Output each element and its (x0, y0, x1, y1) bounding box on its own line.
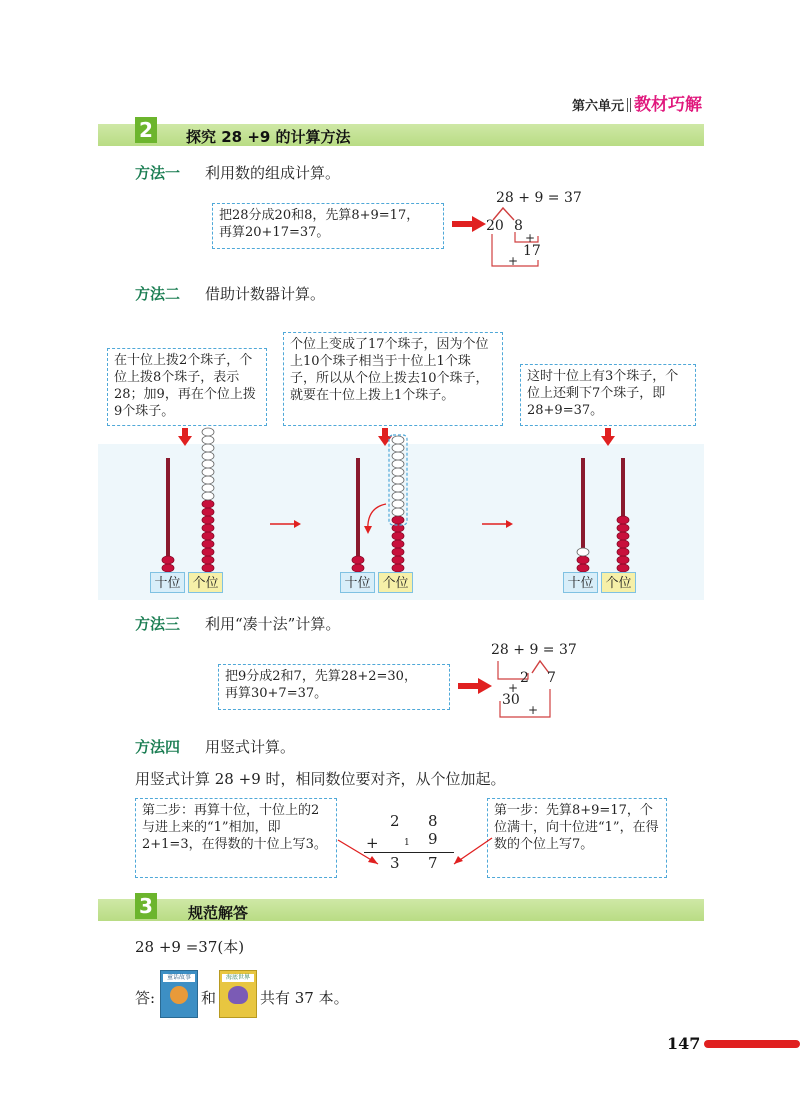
abacus3-ones-bead (617, 540, 629, 548)
abacus2-ones-label: 个位 (378, 572, 413, 593)
abacus1-ones-bead-added (202, 476, 214, 484)
abacus2-tens-label: 十位 (340, 572, 375, 593)
abacus1-tens-label: 十位 (150, 572, 185, 593)
method4-rule: 用竖式计算 28 +9 时，相同数位要对齐，从个位加起。 (135, 770, 506, 788)
method3-arrow-icon (458, 678, 492, 694)
method3-note-line1: 把9分成2和7，先算28+2=30， (225, 669, 417, 684)
abacus2-ones-bead (392, 564, 404, 572)
abacus3-pointer-stem (605, 428, 611, 436)
abacus1-pointer-icon (178, 436, 192, 446)
abacus3-ones-bead (617, 564, 629, 572)
vcalc-bottom-ones: 9 (428, 830, 438, 848)
abacus3-tens-bead (577, 548, 589, 556)
method2-note3: 这时十位上有3个珠子，个位上还剩下7个珠子，即28+9=37。 (520, 364, 696, 426)
method1-partial: 17 (523, 243, 541, 259)
abacus1-ones-bead-added (202, 436, 214, 444)
vcalc-plus: + (366, 834, 379, 852)
abacus3-ones-bead (617, 532, 629, 540)
page-header (572, 90, 702, 115)
abacus1-ones-bead-added (202, 428, 214, 436)
page-number: 147 (667, 1034, 701, 1053)
abacus1-ones-bead-added (202, 460, 214, 468)
unit-label: 第六单元 (571, 99, 624, 114)
abacus2-pointer-icon (378, 436, 392, 446)
book1-illustration (170, 986, 188, 1004)
abacus2-ones-bead-removed (392, 460, 404, 468)
vcalc-res-ones: 7 (428, 854, 438, 872)
abacus2-ones-bead-removed (392, 452, 404, 460)
abacus-step-arrow-head (294, 520, 301, 528)
method2-label: 方法二 (135, 285, 181, 303)
method1-equation: 28 + 9 = 37 (496, 190, 582, 206)
vcalc-carry: 1 (404, 838, 410, 848)
abacus2-ones-bead (392, 532, 404, 540)
method3-split-b: 7 (547, 670, 556, 686)
method4-label: 方法四 (135, 738, 181, 756)
method1-text: 利用数的组成计算。 (205, 164, 341, 182)
answer-suffix: 共有 37 本。 (260, 989, 349, 1007)
abacus2-ones-bead-removed (392, 444, 404, 452)
abacus1-tens-bead (162, 564, 174, 572)
method4-step2-note: 第二步：再算十位，十位上的2与进上来的“1”相加，即2+1=3，在得数的十位上写3。 (135, 798, 337, 878)
abacus2-ones-bead-removed (392, 492, 404, 500)
abacus2-ones-bead-removed (392, 500, 404, 508)
method2-note2: 个位上变成了17个珠子，因为个位上10个珠子相当于十位上1个珠子，所以从个位上拨去10个珠子，就要在十位上拨上1个珠子。 (283, 332, 503, 426)
page-number-bar (704, 1040, 800, 1048)
method1-label: 方法一 (135, 164, 181, 182)
method1-note (212, 203, 444, 249)
answer-prefix: 答: (135, 989, 156, 1007)
abacus2-tens-bead (352, 556, 364, 564)
book1-title: 童话故事 (163, 974, 195, 982)
section2-title: 探究 28 +9 的计算方法 (186, 128, 351, 146)
abacus1-tens-bead (162, 556, 174, 564)
book1-cover (160, 970, 198, 1018)
method3-split-a: 2 (520, 670, 529, 686)
abacus2-ones-bead-removed (392, 484, 404, 492)
section3-number: 3 (135, 893, 157, 919)
answer-and: 和 (201, 989, 217, 1007)
abacus3-ones-bead (617, 516, 629, 524)
abacus2-ones-bead (392, 516, 404, 524)
method1-split-tens: 20 (486, 218, 504, 234)
method1-plus-a: + (525, 231, 536, 245)
section2-number: 2 (135, 117, 157, 143)
abacus2-ones-bead-removed (392, 436, 404, 444)
book2-illustration (228, 986, 248, 1004)
vertical-calc-pointers (330, 820, 500, 870)
abacus2-ones-bead-removed (392, 468, 404, 476)
book-title: 教材巧解 (634, 95, 702, 115)
book2-cover (219, 970, 257, 1018)
vcalc-top-tens: 2 (390, 812, 400, 830)
abacus3-ones-label: 个位 (601, 572, 636, 593)
method1-note-line1: 把28分成20和8，先算8+9=17， (219, 208, 420, 223)
abacus2-ones-bead (392, 548, 404, 556)
section3-title: 规范解答 (188, 904, 249, 922)
abacus1-ones-bead (202, 508, 214, 516)
method2-note1: 在十位上拨2个珠子，个位上拨8个珠子，表示28；加9，再在个位上拨9个珠子。 (107, 348, 267, 426)
book2-title: 海底世界 (222, 974, 254, 982)
abacus3-tens-bead (577, 556, 589, 564)
abacus2-ones-bead-removed (392, 508, 404, 516)
method1-note-line2: 再算20+17=37。 (219, 225, 330, 240)
abacus2-ones-bead (392, 556, 404, 564)
method4-text: 用竖式计算。 (205, 738, 296, 756)
abacus1-ones-bead-added (202, 444, 214, 452)
vcalc-top-ones: 8 (428, 812, 438, 830)
abacus1-ones-bead-added (202, 452, 214, 460)
abacus1-ones-bead (202, 516, 214, 524)
abacus2-ones-bead-removed (392, 476, 404, 484)
abacus1-pointer-stem (182, 428, 188, 436)
abacus3-ones-bead (617, 548, 629, 556)
method4-step1-note: 第一步：先算8+9=17，个位满十，向十位进“1”，在得数的个位上写7。 (487, 798, 667, 878)
method3-plus-b: + (528, 703, 539, 717)
abacus1-ones-bead (202, 524, 214, 532)
method3-note (218, 664, 450, 710)
abacus2-pointer-stem (382, 428, 388, 436)
abacus3-ones-bead (617, 556, 629, 564)
abacus2-carry-arrow-head (364, 526, 372, 534)
abacus2-tens-bead (352, 564, 364, 572)
abacus3-ones-bead (617, 524, 629, 532)
header-divider (627, 98, 631, 112)
method1-split-ones: 8 (514, 218, 523, 234)
abacus1-ones-bead (202, 548, 214, 556)
method3-partial: 30 (502, 692, 520, 708)
method1-plus-b: + (508, 254, 519, 268)
abacus3-tens-bead (577, 564, 589, 572)
abacus2-ones-bead (392, 540, 404, 548)
abacus1-ones-bead (202, 532, 214, 540)
method2-text: 借助计数器计算。 (205, 285, 326, 303)
method3-equation: 28 + 9 = 37 (491, 642, 577, 658)
vcalc-res-tens: 3 (390, 854, 400, 872)
abacus1-ones-label: 个位 (188, 572, 223, 593)
abacus1-ones-bead-added (202, 468, 214, 476)
method3-label: 方法三 (135, 615, 181, 633)
section3-equation: 28 +9 =37(本) (135, 938, 245, 956)
abacus1-ones-bead (202, 540, 214, 548)
abacus1-ones-bead (202, 564, 214, 572)
abacus3-tens-label: 十位 (563, 572, 598, 593)
abacus1-ones-bead (202, 556, 214, 564)
abacus1-ones-bead-added (202, 484, 214, 492)
abacus1-tens-rod (166, 458, 170, 572)
method3-note-line2: 再算30+7=37。 (225, 686, 328, 701)
method3-plus-a: + (508, 681, 519, 695)
abacus1-ones-bead-added (202, 492, 214, 500)
abacus1-ones-bead (202, 500, 214, 508)
abacus3-pointer-icon (601, 436, 615, 446)
abacus-step-arrow-head (506, 520, 513, 528)
method3-text: 利用“凑十法”计算。 (205, 615, 341, 633)
abacus2-tens-rod (356, 458, 360, 572)
